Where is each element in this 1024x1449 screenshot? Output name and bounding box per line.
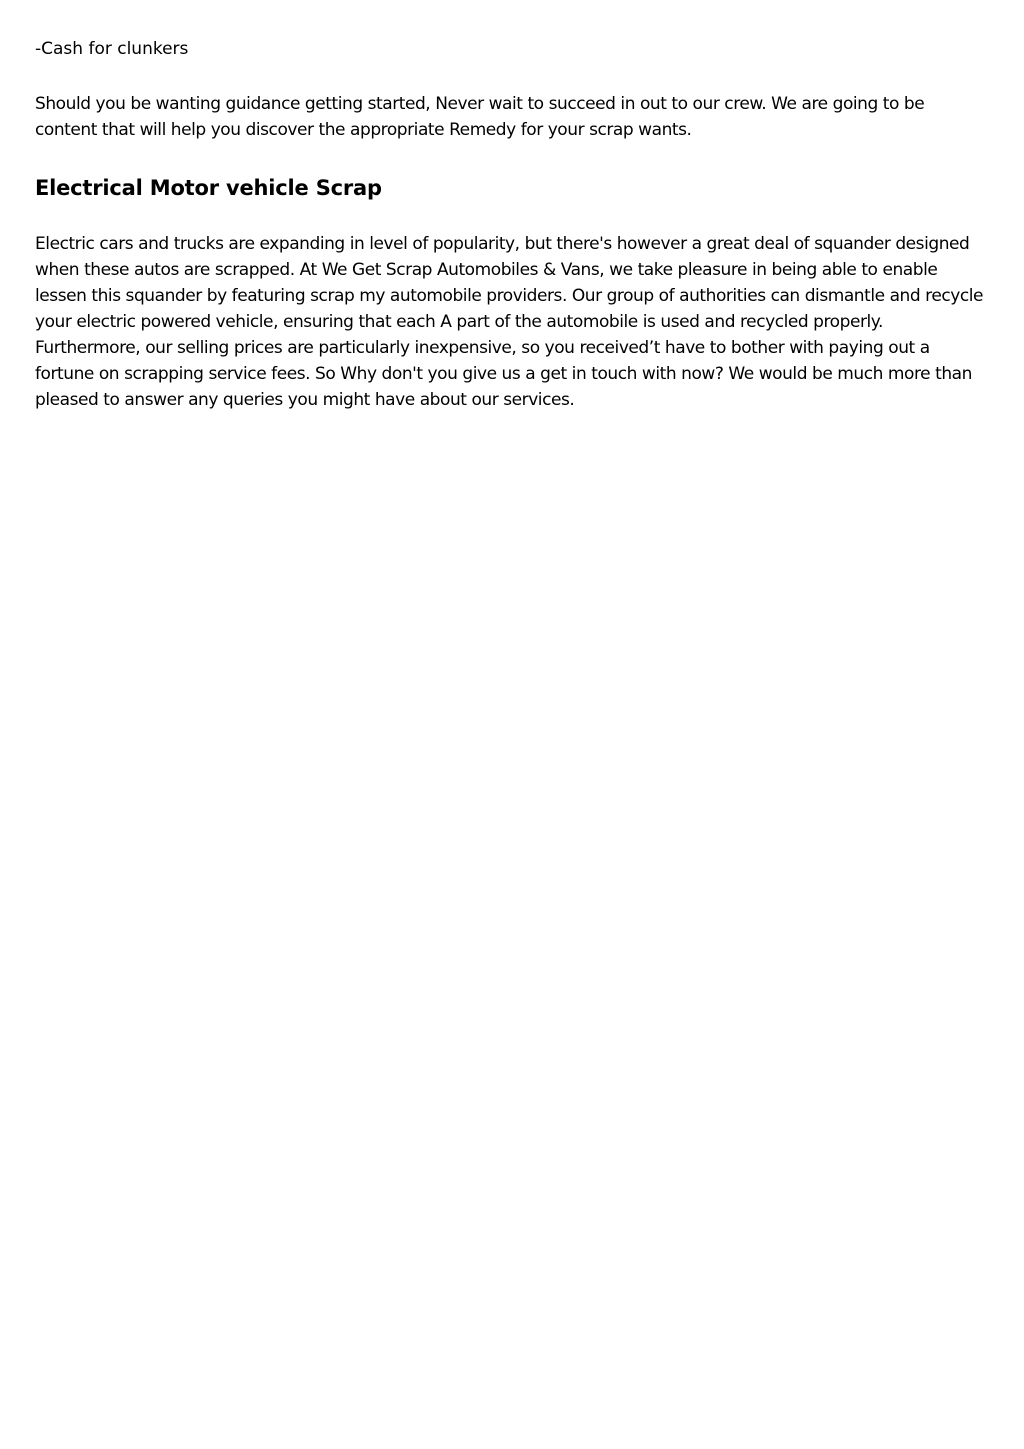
section-heading: Electrical Motor vehicle Scrap [35, 176, 382, 200]
list-item-cash-for-clunkers: -Cash for clunkers [35, 39, 189, 59]
section-paragraph: Electric cars and trucks are expanding in level of popularity, but there's however a great deal of squander designed when these autos are scrapped. At We Get Scrap Automobiles & Vans, we take pleasure in being able to enable lessen this squander by featuring scrap my automobile providers. Our group of authorities can dismantle and recycle your electric powered vehicle, ensuring that each A part of the automobile is used and recycled properly. Furthermore, our selling prices are particularly inexpensive, so you received’t have to bother with paying out a fortune on scrapping service fees. So Why don't you give us a get in touch with now? We would be much more than pleased to answer any queries you might have about our services. [35, 234, 984, 410]
intro-paragraph: Should you be wanting guidance getting started, Never wait to succeed in out to our crew. We are going to be content that will help you discover the appropriate Remedy for your scrap wants. [35, 94, 925, 140]
document-page [35, 36, 989, 413]
